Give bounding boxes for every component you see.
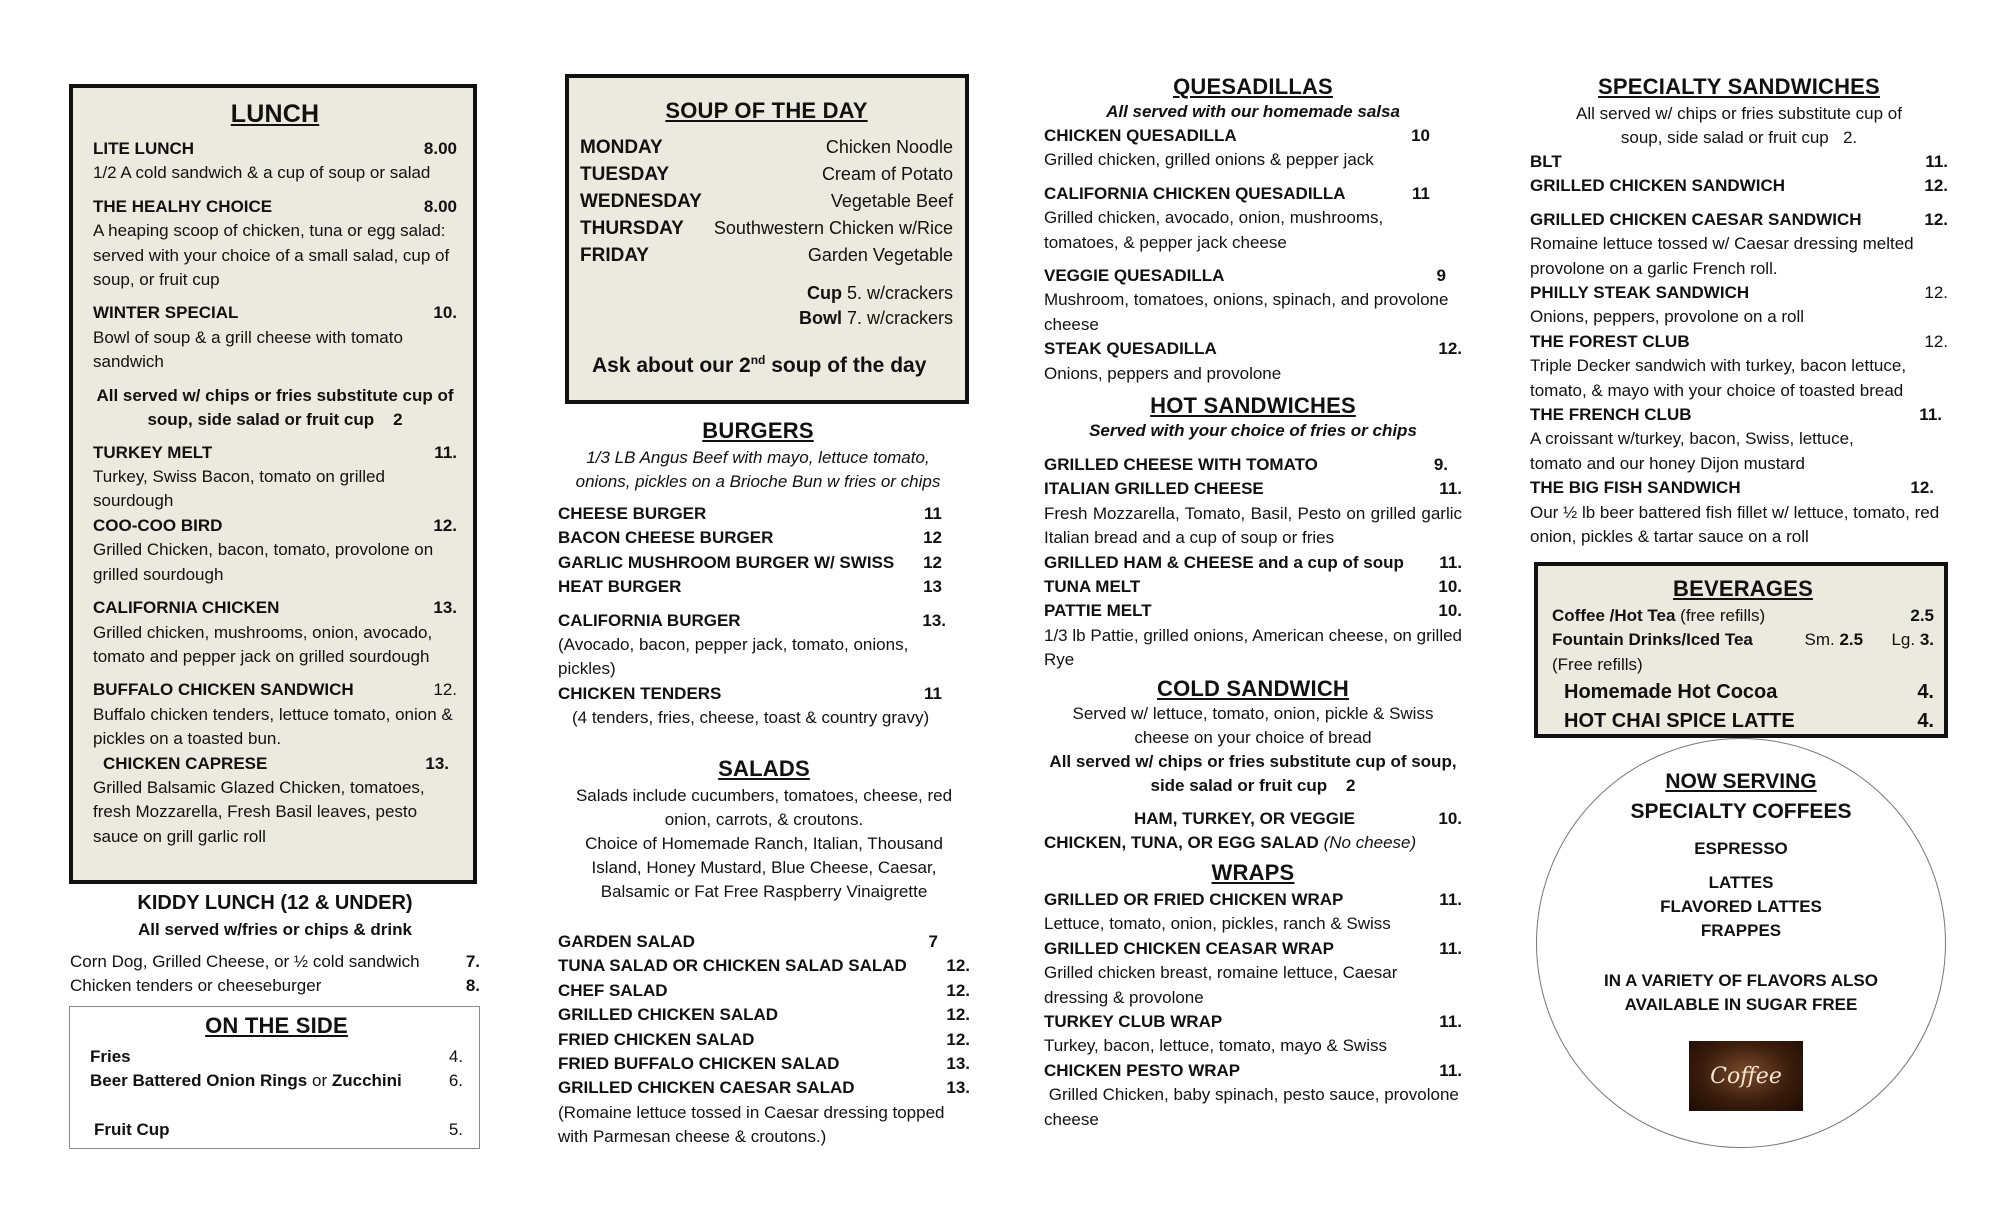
item-price: 12. <box>946 956 970 976</box>
item-desc: Grilled Chicken, bacon, tomato, provolone on grilled sourdough <box>93 540 434 584</box>
item-name: GRILLED CHEESE WITH TOMATO <box>1044 455 1318 474</box>
item-name-b: Zucchini <box>331 1071 402 1091</box>
coffee-line: FRAPPES <box>1700 921 1782 940</box>
item-price: 12 <box>923 552 942 572</box>
item-name: CHICKEN PESTO WRAP <box>1044 1060 1241 1080</box>
sm-price: 2.5 <box>1839 630 1864 650</box>
item-price: 12. <box>1910 478 1934 498</box>
item-name: Chicken tenders or cheeseburger <box>70 976 322 996</box>
item-name: CHICKEN QUESADILLA <box>1044 126 1237 145</box>
day-name: MONDAY <box>580 137 663 158</box>
specialty-title: SPECIALTY SANDWICHES <box>1598 74 1880 99</box>
item-name: Fruit Cup <box>94 1119 170 1139</box>
item-desc: Grilled Chicken, baby spinach, pesto sauce, provolone cheese <box>1044 1085 1464 1129</box>
soup-name: Chicken Noodle <box>825 137 953 157</box>
soup-day-row <box>580 215 953 242</box>
item-price: 11. <box>1439 552 1462 572</box>
item-name: CALIFORNIA BURGER <box>558 610 741 630</box>
item-desc: Grilled chicken breast, romaine lettuce, Caesar dressing & provolone <box>1044 963 1398 1007</box>
item-price: 12. <box>433 680 457 700</box>
specialty-item-forest <box>1530 330 1948 403</box>
item-name: GRILLED CHICKEN SALAD <box>558 1005 779 1025</box>
item-price: 10. <box>433 303 457 323</box>
item-name: CHICKEN, TUNA, OR EGG SALAD <box>1044 833 1319 853</box>
day-name: WEDNESDAY <box>580 191 702 212</box>
lunch-item-lite <box>93 137 457 186</box>
kiddy-item <box>70 950 480 974</box>
cold-desc: Served w/ lettuce, tomato, onion, pickle & Swiss cheese on your choice of bread <box>1072 704 1434 747</box>
lunch-item-caprese <box>93 752 457 850</box>
hot-title: HOT SANDWICHES <box>1150 393 1356 418</box>
item-price: 11. <box>1439 479 1462 499</box>
item-desc: (Avocado, bacon, pepper jack, tomato, onions, pickles) <box>558 635 909 679</box>
ask-text-a: Ask about our 2 <box>592 354 751 377</box>
soup-ask-line <box>580 353 953 378</box>
burger-item <box>558 502 958 526</box>
wrap-item <box>1044 937 1462 1010</box>
salad-item <box>558 1076 970 1100</box>
item-price: 10. <box>1438 809 1462 828</box>
item-price: 7 <box>928 932 938 951</box>
burger-item <box>558 575 958 599</box>
lunch-item-turkey <box>93 441 457 514</box>
note-price: 2. <box>1842 128 1858 147</box>
specialty-item-grilled <box>1530 174 1948 198</box>
bowl-label: Bowl <box>798 308 842 328</box>
wrap-item <box>1044 1010 1462 1059</box>
beverage-item-chai <box>1552 707 1934 735</box>
item-price: 5. <box>448 1119 463 1139</box>
item-price: 2.5 <box>1910 606 1934 625</box>
specialty-item-fish <box>1530 476 1948 549</box>
cold-item-chicken <box>1044 831 1462 855</box>
burger-item-california <box>558 609 958 682</box>
kiddy-item <box>70 974 480 998</box>
soup-day-row <box>580 161 953 188</box>
hot-subtitle: Served with your choice of fries or chips <box>1089 421 1417 440</box>
item-name: HEAT BURGER <box>558 577 682 597</box>
item-price: 13 <box>923 577 942 597</box>
hot-sandwiches-section <box>1044 393 1462 673</box>
item-desc: Grilled Balsamic Glazed Chicken, tomatoes, fresh Mozzarella, Fresh Basil leaves, pesto sauce on grill garlic roll <box>93 777 425 846</box>
cold-sandwich-section <box>1044 676 1462 856</box>
specialty-item-caesar <box>1530 208 1948 281</box>
lunch-item-buffalo <box>93 678 457 751</box>
item-desc: A croissant w/turkey, bacon, Swiss, lettuce, tomato and our honey Dijon mustard <box>1530 429 1854 473</box>
day-name: THURSDAY <box>580 218 684 239</box>
side-title: ON THE SIDE <box>205 1013 348 1038</box>
item-desc: Romaine lettuce tossed w/ Caesar dressing melted provolone on a garlic French roll. <box>1530 234 1914 278</box>
item-name: VEGGIE QUESADILLA <box>1044 266 1225 286</box>
salad-item <box>558 930 970 954</box>
lunch-item-california <box>93 596 457 669</box>
salads-desc: Salads include cucumbers, tomatoes, cheese, red onion, carrots, & croutons. <box>575 786 953 829</box>
item-name: ITALIAN GRILLED CHEESE <box>1044 479 1264 499</box>
quesadillas-subtitle: All served with our homemade salsa <box>1106 102 1400 121</box>
item-price: 13. <box>425 753 449 773</box>
item-price: 11 <box>924 683 942 703</box>
item-price: 10. <box>1438 577 1462 597</box>
note-text: All served w/ chips or fries substitute cup of soup, side salad or fruit cup <box>96 385 454 429</box>
item-price: 9 <box>1436 266 1446 286</box>
item-name: Fries <box>90 1047 131 1066</box>
item-desc: (4 tenders, fries, cheese, toast & country gravy) <box>572 708 930 728</box>
specialty-note <box>1530 102 1948 150</box>
day-name: FRIDAY <box>580 245 649 266</box>
hot-item-pattie <box>1044 599 1462 672</box>
item-extra: (No cheese) <box>1323 833 1417 853</box>
item-name: GRILLED CHICKEN CAESAR SANDWICH <box>1530 209 1862 229</box>
salad-item <box>558 979 970 1003</box>
soup-name: Vegetable Beef <box>830 191 953 211</box>
beverage-item-coffee <box>1552 604 1934 628</box>
soup-name: Cream of Potato <box>821 164 953 184</box>
cold-item-ham <box>1044 807 1462 831</box>
item-desc: Grilled chicken, mushrooms, onion, avocado, tomato and pepper jack on grilled sourdough <box>93 622 433 666</box>
item-price: 12 <box>923 528 942 548</box>
coffee-subtitle: SPECIALTY COFFEES <box>1630 800 1852 823</box>
item-name: CHEESE BURGER <box>558 504 707 523</box>
item-desc: Onions, peppers, provolone on a roll <box>1530 307 1805 327</box>
side-item-rings <box>90 1069 463 1093</box>
item-price: 11. <box>1439 890 1462 909</box>
burger-item <box>558 526 958 550</box>
item-name: THE FRENCH CLUB <box>1530 405 1692 425</box>
item-name: Beer Battered Onion Rings <box>90 1071 308 1091</box>
quesadillas-section <box>1044 74 1462 386</box>
coffee-logo <box>1689 1041 1803 1111</box>
beverages-box <box>1534 562 1948 738</box>
item-price: 12. <box>1924 331 1948 351</box>
item-desc: Grilled chicken, avocado, onion, mushrooms, tomatoes, & pepper jack cheese <box>1044 208 1384 252</box>
specialty-item-philly <box>1530 281 1948 330</box>
item-price: 4. <box>1917 681 1934 704</box>
beverage-item-fountain <box>1552 628 1934 652</box>
note-price: 2 <box>393 409 403 429</box>
coffee-line: ESPRESSO <box>1694 839 1788 858</box>
salad-item <box>558 1052 970 1076</box>
note-price: 2 <box>1346 776 1356 795</box>
wrap-item <box>1044 888 1462 937</box>
soup-box <box>565 74 969 404</box>
item-price: 11. <box>1919 405 1942 425</box>
item-desc: Turkey, Swiss Bacon, tomato on grilled sourdough <box>93 467 385 511</box>
item-name: GRILLED HAM & CHEESE and a cup of soup <box>1044 552 1404 572</box>
side-box <box>69 1006 480 1149</box>
item-name: WINTER SPECIAL <box>93 303 239 323</box>
soup-title: SOUP OF THE DAY <box>665 98 868 123</box>
burgers-subtitle: 1/3 LB Angus Beef with mayo, lettuce tomato, onions, pickles on a Brioche Bun w fries or chips <box>575 448 941 491</box>
item-desc: Bowl of soup & a grill cheese with tomato sandwich <box>93 327 403 372</box>
item-desc: Fresh Mozzarella, Tomato, Basil, Pesto on grilled garlic Italian bread and a cup of soup or fries <box>1044 503 1462 548</box>
beverages-title: BEVERAGES <box>1673 576 1813 601</box>
note-text: All served w/ chips or fries substitute cup of soup, side salad or fruit cup <box>1576 104 1902 147</box>
item-name: CHICKEN TENDERS <box>558 683 722 703</box>
item-price: 12. <box>433 515 457 535</box>
specialty-item-french <box>1530 403 1948 476</box>
item-price: 8. <box>465 976 480 996</box>
item-name: GRILLED CHICKEN CEASAR WRAP <box>1044 938 1334 958</box>
lunch-item-coo <box>93 514 457 587</box>
soup-bowl-price <box>580 306 953 331</box>
item-name: BACON CHEESE BURGER <box>558 528 774 548</box>
salads-title: SALADS <box>718 756 810 781</box>
soup-name: Southwestern Chicken w/Rice <box>713 218 953 238</box>
item-price: 13. <box>946 1078 970 1098</box>
cup-price: 5. w/crackers <box>846 283 953 303</box>
item-price: 12. <box>1438 339 1462 359</box>
item-name: BLT <box>1530 152 1562 171</box>
item-price: 11. <box>1439 1012 1462 1032</box>
item-name: CHEF SALAD <box>558 980 668 1000</box>
item-price: 13. <box>433 598 457 618</box>
item-name: TUNA SALAD OR CHICKEN SALAD SALAD <box>558 956 907 976</box>
item-price: 8.00 <box>423 139 457 158</box>
burger-item <box>558 551 958 575</box>
hot-item-italian <box>1044 477 1462 550</box>
item-desc: Lettuce, tomato, onion, pickles, ranch & Swiss <box>1044 914 1391 934</box>
lg-price: 3. <box>1919 630 1934 650</box>
item-name: TURKEY CLUB WRAP <box>1044 1012 1223 1032</box>
item-price: 9. <box>1433 455 1448 474</box>
item-price: 7. <box>465 952 480 971</box>
beverage-item-cocoa <box>1552 677 1934 707</box>
soup-day-list <box>580 134 953 269</box>
side-item-fries <box>90 1045 463 1069</box>
item-price: 12. <box>946 980 970 1000</box>
soup-day-row <box>580 134 953 161</box>
burgers-title: BURGERS <box>702 418 814 443</box>
item-price: 11. <box>434 442 457 462</box>
lg-label: Lg. <box>1891 630 1916 650</box>
item-price: 12. <box>946 1029 970 1049</box>
item-desc: A heaping scoop of chicken, tuna or egg salad: served with your choice of a small salad, cup of soup, or fruit cup <box>93 221 450 290</box>
item-price: 11. <box>1925 152 1948 171</box>
item-desc: 1/3 lb Pattie, grilled onions, American cheese, on grilled Rye <box>1044 625 1462 670</box>
item-name: TURKEY MELT <box>93 442 213 462</box>
lunch-title: LUNCH <box>230 100 320 128</box>
item-name: GRILLED CHICKEN SANDWICH <box>1530 176 1785 196</box>
bowl-price: 7. w/crackers <box>846 308 953 328</box>
item-or: or <box>312 1071 328 1091</box>
item-name: GRILLED CHICKEN CAESAR SALAD <box>558 1078 855 1098</box>
quesadilla-item <box>1044 124 1462 173</box>
item-name: GARDEN SALAD <box>558 932 695 951</box>
lunch-box <box>69 84 477 884</box>
cold-title: COLD SANDWICH <box>1156 676 1350 701</box>
item-price: 12. <box>1924 176 1948 196</box>
item-name: Fountain Drinks/Iced Tea <box>1552 630 1753 650</box>
item-desc: Turkey, bacon, lettuce, tomato, mayo & Swiss <box>1044 1036 1387 1056</box>
coffee-line: AVAILABLE IN SUGAR FREE <box>1624 995 1858 1014</box>
salads-dressings: Choice of Homemade Ranch, Italian, Thousand Island, Honey Mustard, Blue Cheese, Caesar, Balsamic or Fat Free Raspberry Vinaigrette <box>585 834 943 901</box>
salads-section <box>558 756 970 1150</box>
side-item-fruit <box>90 1118 463 1142</box>
soup-day-row <box>580 188 953 215</box>
item-name: BUFFALO CHICKEN SANDWICH <box>93 680 354 700</box>
item-price: 4. <box>448 1047 463 1066</box>
item-price: 13. <box>946 1054 970 1074</box>
soup-day-row <box>580 242 953 269</box>
note-text: All served w/ chips or fries substitute cup of soup, side salad or fruit cup <box>1049 752 1457 795</box>
item-desc: Buffalo chicken tenders, lettuce tomato, onion & pickles on a toasted bun. <box>93 704 453 749</box>
salad-item <box>558 1003 970 1027</box>
soup-name: Garden Vegetable <box>807 245 953 265</box>
cup-label: Cup <box>806 283 842 303</box>
item-price: 12. <box>1924 283 1948 303</box>
item-name: CALIFORNIA CHICKEN QUESADILLA <box>1044 183 1346 203</box>
item-desc: Grilled chicken, grilled onions & pepper jack <box>1044 150 1374 170</box>
wrap-item <box>1044 1059 1462 1132</box>
hot-item-ham <box>1044 551 1462 575</box>
coffee-logo-text: Coffee <box>1710 1063 1782 1089</box>
item-name: LITE LUNCH <box>93 139 195 158</box>
item-price: 11. <box>1439 1060 1462 1080</box>
sm-label: Sm. <box>1804 630 1835 650</box>
item-price: 12. <box>1924 209 1948 229</box>
salad-item <box>558 954 970 978</box>
item-name: HAM, TURKEY, OR VEGGIE <box>1134 809 1356 828</box>
item-desc: Mushroom, tomatoes, onions, spinach, and provolone cheese <box>1044 290 1449 334</box>
hot-item-grilled-cheese <box>1044 453 1462 477</box>
cold-note <box>1044 750 1462 798</box>
item-price: 6. <box>448 1071 463 1091</box>
burgers-section <box>558 418 958 731</box>
lunch-sides-note <box>93 384 457 432</box>
item-name: GARLIC MUSHROOM BURGER W/ SWISS <box>558 552 895 572</box>
item-price: 11 <box>1412 183 1430 203</box>
hot-item-tuna <box>1044 575 1462 599</box>
item-price: 8.00 <box>423 196 457 216</box>
item-name: FRIED BUFFALO CHICKEN SALAD <box>558 1054 840 1074</box>
item-desc: Onions, peppers and provolone <box>1044 363 1282 383</box>
burger-item-tenders <box>558 682 958 731</box>
beverage-refills-note: (Free refills) <box>1552 654 1643 674</box>
coffee-line: IN A VARIETY OF FLAVORS ALSO <box>1604 971 1878 990</box>
item-name: COO-COO BIRD <box>93 515 223 535</box>
item-name: Corn Dog, Grilled Cheese, or ½ cold sandwich <box>70 952 420 971</box>
item-name: TUNA MELT <box>1044 577 1141 597</box>
kiddy-title: KIDDY LUNCH (12 & UNDER) <box>137 892 413 914</box>
coffee-line: LATTES <box>1708 873 1774 892</box>
specialty-section <box>1530 74 1948 550</box>
quesadillas-title: QUESADILLAS <box>1173 74 1333 99</box>
wraps-section <box>1044 860 1462 1132</box>
item-name: STEAK QUESADILLA <box>1044 339 1217 359</box>
item-price: 11. <box>1439 938 1462 958</box>
salads-footer: (Romaine lettuce tossed in Caesar dressing topped with Parmesan cheese & croutons.) <box>558 1102 945 1147</box>
lunch-item-winter <box>93 301 457 374</box>
item-name: FRIED CHICKEN SALAD <box>558 1029 755 1049</box>
lunch-item-healthy <box>93 195 457 293</box>
item-price: 10. <box>1438 601 1462 621</box>
specialty-item-blt <box>1530 150 1948 174</box>
item-name: Homemade Hot Cocoa <box>1564 681 1778 704</box>
item-name: THE FOREST CLUB <box>1530 331 1690 351</box>
item-extra: (free refills) <box>1680 606 1766 625</box>
day-name: TUESDAY <box>580 164 670 185</box>
item-price: 12. <box>946 1005 970 1025</box>
item-name: Coffee /Hot Tea <box>1552 606 1676 625</box>
coffee-line: FLAVORED LATTES <box>1660 897 1822 916</box>
quesadilla-item <box>1044 182 1462 255</box>
item-price: 11 <box>924 504 942 523</box>
item-name: PATTIE MELT <box>1044 601 1152 621</box>
ask-text-b: soup of the day <box>765 354 927 377</box>
item-price: 4. <box>1917 710 1934 733</box>
item-desc: 1/2 A cold sandwich & a cup of soup or salad <box>93 163 431 183</box>
item-name: THE BIG FISH SANDWICH <box>1530 478 1741 498</box>
item-name: THE HEALHY CHOICE <box>93 196 273 216</box>
item-name: GRILLED OR FRIED CHICKEN WRAP <box>1044 890 1344 909</box>
item-name: CHICKEN CAPRESE <box>103 753 268 773</box>
kiddy-subtitle: All served w/fries or chips & drink <box>138 920 412 939</box>
quesadilla-item <box>1044 264 1462 337</box>
wraps-title: WRAPS <box>1211 860 1295 885</box>
ask-superscript: nd <box>750 353 766 367</box>
coffee-title: NOW SERVING <box>1665 770 1817 793</box>
item-desc: Our ½ lb beer battered fish fillet w/ lettuce, tomato, red onion, pickles & tartar sauce on a roll <box>1530 502 1940 547</box>
item-name: PHILLY STEAK SANDWICH <box>1530 283 1750 303</box>
quesadilla-item <box>1044 337 1462 386</box>
item-name: HOT CHAI SPICE LATTE <box>1564 710 1795 733</box>
item-price: 13. <box>922 610 946 630</box>
item-price: 10 <box>1411 126 1430 145</box>
kiddy-section <box>70 888 480 999</box>
item-desc: Triple Decker sandwich with turkey, bacon lettuce, tomato, & mayo with your choice of toasted bread <box>1530 356 1907 400</box>
item-name: CALIFORNIA CHICKEN <box>93 598 280 618</box>
salad-item <box>558 1028 970 1052</box>
soup-cup-price <box>580 281 953 306</box>
